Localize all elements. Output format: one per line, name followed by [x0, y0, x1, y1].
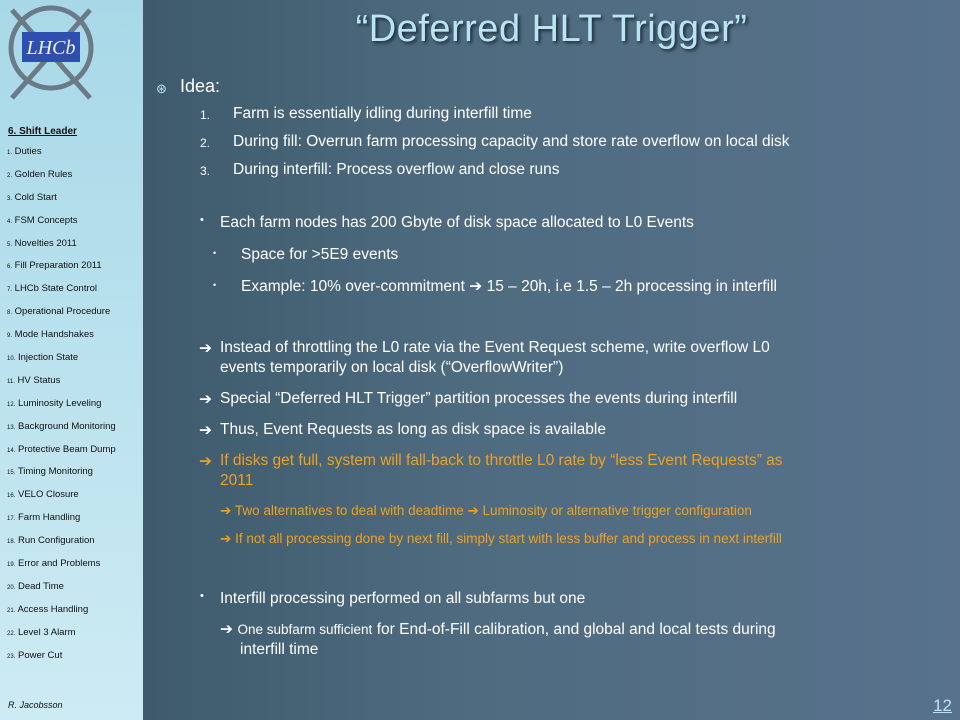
bullet-icon: •	[200, 590, 204, 602]
sidebar-item-number: 17.	[7, 516, 16, 523]
sidebar-item[interactable]	[7, 650, 116, 673]
sidebar-item-label: Luminosity Leveling	[17, 397, 102, 409]
sidebar-item[interactable]	[7, 329, 116, 352]
sidebar-item[interactable]	[7, 375, 116, 398]
subfarm-note: ➔ One subfarm sufficient for End-of-Fill calibration, and global and local tests during	[220, 621, 776, 638]
arrow-point-text: Thus, Event Requests as long as disk space is available	[220, 421, 606, 438]
sidebar-item[interactable]	[7, 489, 116, 512]
sidebar-item-number: 5.	[7, 241, 13, 248]
sidebar-item-label: Mode Handshakes	[14, 329, 94, 341]
sidebar-item-number: 8.	[7, 310, 13, 317]
sidebar-item-number: 2.	[7, 172, 13, 179]
sidebar-item-label: Cold Start	[14, 191, 57, 203]
arrow-point-text: Instead of throttling the L0 rate via the Event Request scheme, write overflow L0	[220, 339, 770, 356]
lhcb-logo	[4, 2, 98, 106]
sidebar-item-number: 3.	[7, 195, 13, 202]
arrow-icon: ➔	[199, 422, 212, 439]
alternatives-note: ➔ Two alternatives to deal with deadtime ➔ Luminosity or alternative trigger configuration	[220, 503, 752, 518]
sidebar-item[interactable]	[7, 466, 116, 489]
sidebar-item[interactable]	[7, 627, 116, 650]
sidebar-item-number: 10.	[7, 356, 16, 363]
sidebar-item-number: 11.	[7, 378, 15, 385]
sidebar-item[interactable]	[7, 421, 116, 444]
sub-bullet-text: Example: 10% over-commitment ➔ 15 – 20h, i.e 1.5 – 2h processing in interfill	[241, 278, 777, 295]
sidebar-item-number: 4.	[7, 218, 13, 225]
svg-text:LHCb: LHCb	[26, 37, 76, 59]
sidebar-item-label: LHCb State Control	[14, 283, 98, 295]
sidebar-item-number: 19.	[7, 562, 16, 569]
bullet-icon: •	[200, 214, 204, 226]
sidebar-item-label: Golden Rules	[14, 168, 73, 180]
sidebar-item[interactable]	[7, 306, 116, 329]
sidebar-item[interactable]	[7, 169, 116, 192]
sidebar-item-label: Protective Beam Dump	[17, 443, 116, 455]
sidebar-item-label: Farm Handling	[17, 512, 81, 524]
idea-heading: Idea:	[180, 76, 221, 96]
arrow-icon: ➔	[199, 340, 212, 357]
bullet-icon: •	[213, 280, 217, 290]
sidebar-item[interactable]	[7, 260, 116, 283]
idea-bullet-icon: ⊛	[156, 81, 167, 96]
sidebar-item-number: 18.	[7, 539, 16, 546]
sidebar-item-number: 6.	[7, 264, 13, 271]
bullet-text: Interfill processing performed on all subfarms but one	[220, 590, 586, 607]
sidebar-item[interactable]	[7, 146, 116, 169]
idea-point: Farm is essentially idling during interfill time	[233, 105, 532, 122]
slide-content	[143, 0, 960, 720]
sidebar-item-number: 23.	[7, 653, 16, 660]
arrow-icon: ➔	[220, 621, 233, 638]
sidebar-item-number: 12.	[7, 401, 16, 408]
sidebar-item[interactable]	[7, 238, 116, 261]
sidebar-item-label: FSM Concepts	[14, 214, 78, 226]
sidebar-item[interactable]	[7, 535, 116, 558]
author-label: R. Jacobsson	[8, 700, 63, 710]
slide-title: “Deferred HLT Trigger”	[355, 8, 748, 50]
page-number: 12	[933, 696, 952, 715]
arrow-icon: ➔	[199, 391, 212, 408]
list-number: 1.	[200, 108, 211, 122]
sidebar-item[interactable]	[7, 444, 116, 467]
sidebar-item-number: 20.	[7, 584, 16, 591]
sidebar-item-number: 22.	[7, 630, 16, 637]
sidebar-item-number: 7.	[7, 287, 13, 294]
sidebar-item-label: Injection State	[17, 352, 79, 364]
bullet-icon: •	[213, 248, 217, 258]
sidebar-nav	[0, 0, 143, 720]
sidebar-item-label: VELO Closure	[17, 489, 79, 501]
sidebar-item-number: 13.	[7, 424, 16, 431]
sidebar-list	[7, 146, 116, 672]
arrow-icon: ➔	[467, 503, 479, 518]
sidebar-item-number: 14.	[7, 447, 16, 454]
sidebar-item-label: Level 3 Alarm	[17, 626, 76, 638]
arrow-icon: ➔	[469, 278, 483, 295]
sidebar-item-number: 15.	[7, 470, 16, 477]
sidebar-item-label: Background Monitoring	[17, 420, 116, 432]
sidebar-item[interactable]	[7, 192, 116, 215]
warning-text: If disks get full, system will fall-back to throttle L0 rate by “less Event Requests” as	[220, 452, 783, 469]
section-title: 6. Shift Leader	[8, 126, 77, 137]
bullet-text: Each farm nodes has 200 Gbyte of disk space allocated to L0 Events	[220, 214, 694, 231]
sidebar-item-number: 9.	[7, 333, 13, 340]
sidebar-item-label: Error and Problems	[17, 558, 101, 570]
sidebar-item-label: Access Handling	[17, 603, 89, 615]
sidebar-item-number: 16.	[7, 493, 16, 500]
list-number: 2.	[200, 136, 211, 150]
sidebar-item[interactable]	[7, 215, 116, 238]
sidebar-item[interactable]	[7, 352, 116, 375]
sidebar-item-label: Operational Procedure	[14, 306, 111, 318]
arrow-point-text: events temporarily on local disk (“OverflowWriter”)	[220, 359, 564, 376]
sidebar-item-label: Power Cut	[17, 649, 63, 661]
sidebar-item-label: Run Configuration	[17, 535, 95, 547]
idea-point: During fill: Overrun farm processing capacity and store rate overflow on local disk	[233, 133, 790, 150]
sidebar-item-label: Duties	[14, 146, 42, 157]
sidebar-item-label: HV Status	[17, 374, 61, 386]
sidebar-item[interactable]	[7, 512, 116, 535]
arrow-icon: ➔	[220, 503, 232, 518]
sidebar-item-label: Fill Preparation 2011	[14, 260, 102, 272]
sidebar-item-label: Novelties 2011	[14, 237, 77, 249]
warning-text: 2011	[220, 472, 254, 489]
sub-bullet-text: Space for >5E9 events	[241, 246, 399, 263]
subfarm-note-cont: interfill time	[240, 641, 319, 658]
sidebar-item[interactable]	[7, 558, 116, 581]
arrow-icon: ➔	[220, 531, 232, 546]
sidebar-item[interactable]	[7, 398, 116, 421]
idea-point: During interfill: Process overflow and close runs	[233, 161, 560, 178]
list-number: 3.	[200, 164, 211, 178]
sidebar-item[interactable]	[7, 581, 116, 604]
sidebar-item[interactable]	[7, 283, 116, 306]
sidebar-item-label: Timing Monitoring	[17, 466, 93, 478]
processing-note: ➔ If not all processing done by next fill, simply start with less buffer and process in next interfill	[220, 531, 782, 546]
sidebar-item-number: 1.	[7, 150, 13, 156]
sidebar-item-label: Dead Time	[17, 580, 64, 592]
sidebar-item-number: 21.	[7, 607, 16, 614]
sidebar-item[interactable]	[7, 604, 116, 627]
arrow-icon: ➔	[199, 453, 212, 470]
arrow-point-text: Special “Deferred HLT Trigger” partition processes the events during interfill	[220, 390, 738, 407]
